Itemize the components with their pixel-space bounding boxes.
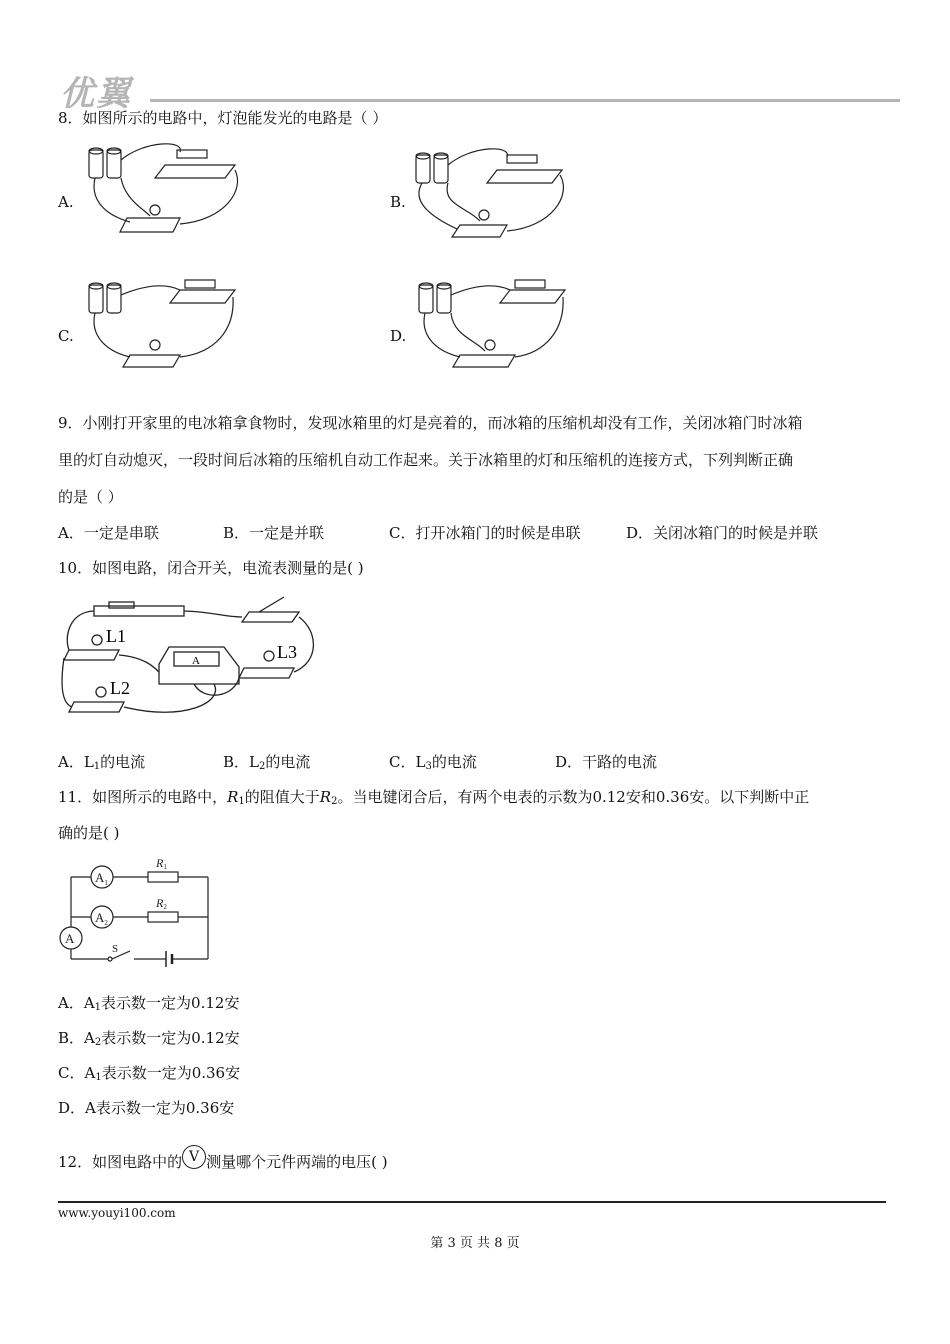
q8-option-a: A. — [58, 193, 74, 211]
q10-ammeter-label: A — [192, 655, 200, 667]
q8-stem: 8．如图所示的电路中，灯泡能发光的电路是（ ） — [58, 109, 388, 127]
q10-label-l3: L3 — [277, 642, 297, 662]
q11-fig-a2: $A_2$ — [95, 910, 108, 927]
q11-option-a: A．$A_1$表示数一定为0.12安 — [58, 994, 240, 1013]
q8-option-b: B. — [390, 193, 406, 211]
q8-figure-d — [415, 275, 575, 375]
q12-stem: 12．如图电路中的 V 测量哪个元件两端的电压( ) — [58, 1145, 388, 1172]
header-rule — [150, 99, 900, 102]
q9-line-2: 里的灯自动熄灭，一段时间后冰箱的压缩机自动工作起来。关于冰箱里的灯和压缩机的连接方式，下列判断正确 — [58, 451, 794, 469]
q9-option-d: D．关闭冰箱门的时候是并联 — [626, 524, 819, 542]
footer-rule — [58, 1201, 886, 1203]
page-number: 第 3 页 共 8 页 — [430, 1236, 520, 1251]
q9-line-1: 9．小刚打开家里的电冰箱拿食物时，发现冰箱里的灯是亮着的，而冰箱的压缩机却没有工作，关闭冰箱门时冰箱 — [58, 414, 803, 432]
q9-option-c: C．打开冰箱门的时候是串联 — [389, 524, 581, 542]
q8-figure-c — [85, 275, 245, 375]
q8-figure-b — [412, 145, 572, 245]
q11-fig-r2: R2 — [156, 896, 167, 911]
q11-option-d: D．A表示数一定为0.36安 — [58, 1099, 235, 1117]
q10-label-l1: L1 — [106, 626, 126, 646]
q11-fig-r1: R1 — [156, 856, 167, 871]
q9-option-b: B．一定是并联 — [223, 524, 325, 542]
q8-option-d: D. — [390, 327, 407, 345]
q11-option-b: B．$A_2$表示数一定为0.12安 — [58, 1029, 240, 1048]
q10-option-d: D．干路的电流 — [555, 753, 658, 771]
q9-option-a: A．一定是串联 — [58, 524, 159, 542]
q11-line-2: 确的是( ) — [58, 824, 120, 842]
voltmeter-symbol: V — [182, 1145, 206, 1169]
q11-fig-s: S — [112, 943, 119, 955]
q10-figure — [64, 592, 324, 722]
q11-fig-a1: $A_1$ — [95, 870, 108, 887]
q11-line-1: 11．如图所示的电路中，$R_1$的阻值大于$R_2$。当电键闭合后，有两个电表的示数为0.12安和0.36安。以下判断中正 — [58, 788, 810, 807]
q8-option-c: C. — [58, 327, 74, 345]
q11-figure — [56, 855, 216, 970]
q8-figure-a — [85, 140, 245, 240]
q11-fig-a: A — [65, 931, 75, 946]
logo: 优翼 — [60, 74, 132, 114]
q10-stem: 10．如图电路，闭合开关，电流表测量的是( ) — [58, 559, 364, 577]
q10-option-a: A．$L_1$的电流 — [58, 753, 146, 772]
q10-option-b: B．$L_2$的电流 — [223, 753, 311, 772]
q11-option-c: C．$A_1$表示数一定为0.36安 — [58, 1064, 241, 1083]
q9-line-3: 的是（ ） — [58, 488, 123, 506]
footer-url: www.youyi100.com — [58, 1206, 176, 1220]
q10-label-l2: L2 — [110, 678, 130, 698]
q10-option-c: C．$L_3$的电流 — [389, 753, 477, 772]
